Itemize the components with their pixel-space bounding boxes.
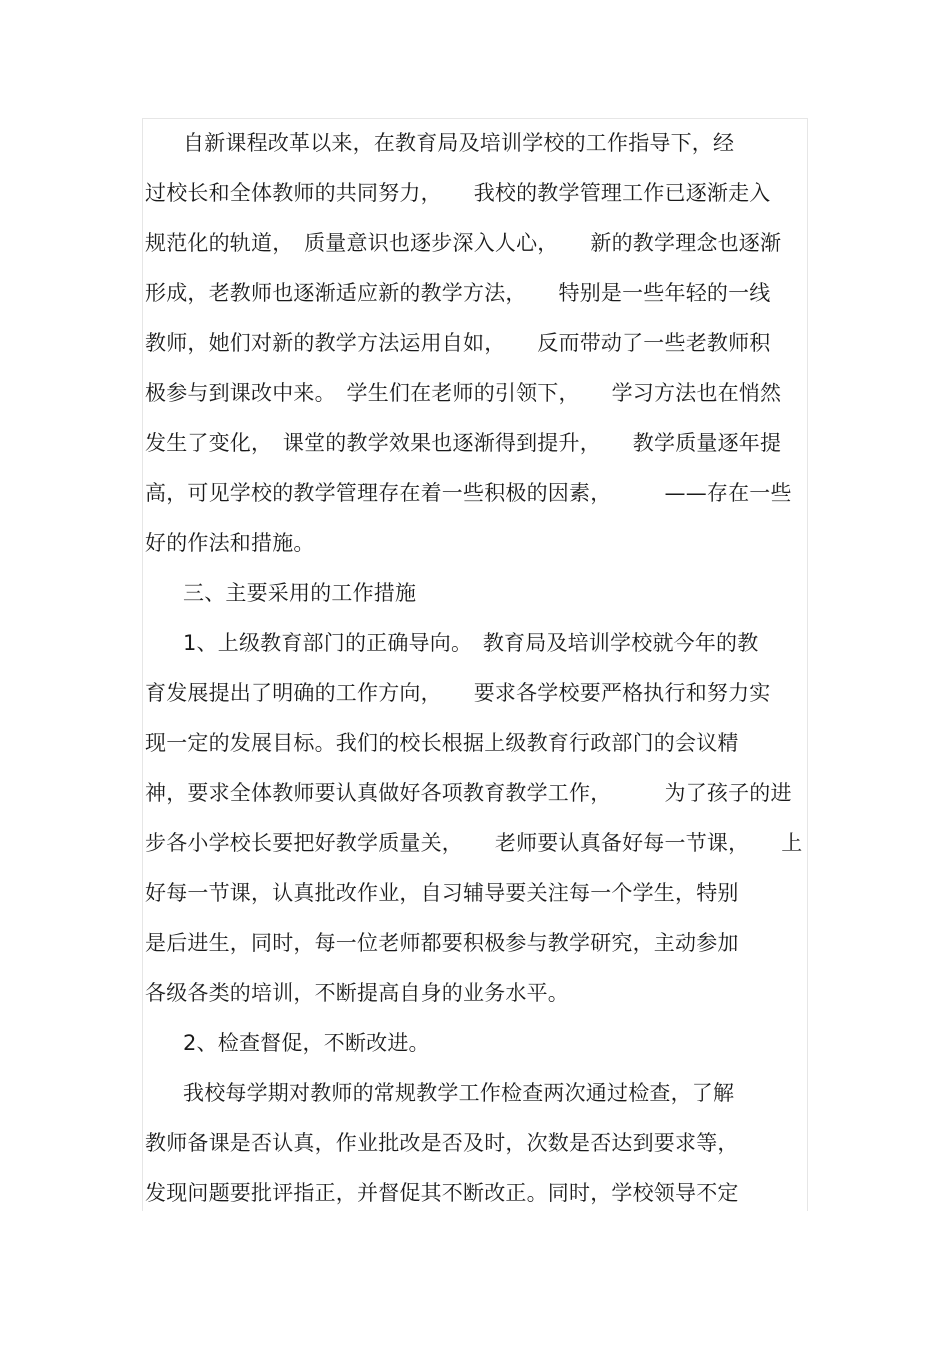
text-line: 发现问题要批评指正，并督促其不断改正。同时，学校领导不定	[145, 1181, 739, 1205]
text-line: 形成，老教师也逐渐适应新的教学方法， 特别是一些年轻的一线	[145, 281, 771, 305]
text-line: 高，可见学校的教学管理存在着一些积极的因素， ——存在一些	[145, 481, 792, 505]
text-line: 育发展提出了明确的工作方向， 要求各学校要严格执行和努力实	[145, 681, 771, 705]
text-line: 好的作法和措施。	[145, 531, 315, 555]
text-line: 发生了变化， 课堂的教学效果也逐渐得到提升， 教学质量逐年提	[145, 431, 782, 455]
text-line: 神，要求全体教师要认真做好各项教育教学工作， 为了孩子的进	[145, 781, 792, 805]
text-line: 极参与到课改中来。 学生们在老师的引领下， 学习方法也在悄然	[145, 381, 782, 405]
text-line: 教师备课是否认真，作业批改是否及时，次数是否达到要求等，	[145, 1131, 739, 1155]
text-line: 现一定的发展目标。我们的校长根据上级教育行政部门的会议精	[145, 731, 739, 755]
text-line: 好每一节课，认真批改作业，自习辅导要关注每一个学生，特别	[145, 881, 739, 905]
text-line: 我校每学期对教师的常规教学工作检查两次通过检查，了解	[183, 1081, 735, 1105]
section-heading: 三、主要采用的工作措施	[183, 581, 417, 605]
text-line: 是后进生，同时，每一位老师都要积极参与教学研究，主动参加	[145, 931, 739, 955]
text-line: 自新课程改革以来，在教育局及培训学校的工作指导下，经	[183, 131, 735, 155]
text-line: 教师，她们对新的教学方法运用自如， 反而带动了一些老教师积	[145, 331, 771, 355]
text-line: 步各小学校长要把好教学质量关， 老师要认真备好每一节课， 上	[145, 831, 803, 855]
text-line: 2、检查督促，不断改进。	[183, 1031, 430, 1055]
text-line: 各级各类的培训，不断提高自身的业务水平。	[145, 981, 569, 1005]
text-line: 规范化的轨道， 质量意识也逐步深入人心， 新的教学理念也逐渐	[145, 231, 782, 255]
text-line: 过校长和全体教师的共同努力， 我校的教学管理工作已逐渐走入	[145, 181, 771, 205]
document-body	[145, 118, 805, 1218]
text-line: 1、上级教育部门的正确导向。 教育局及培训学校就今年的教	[183, 631, 759, 655]
